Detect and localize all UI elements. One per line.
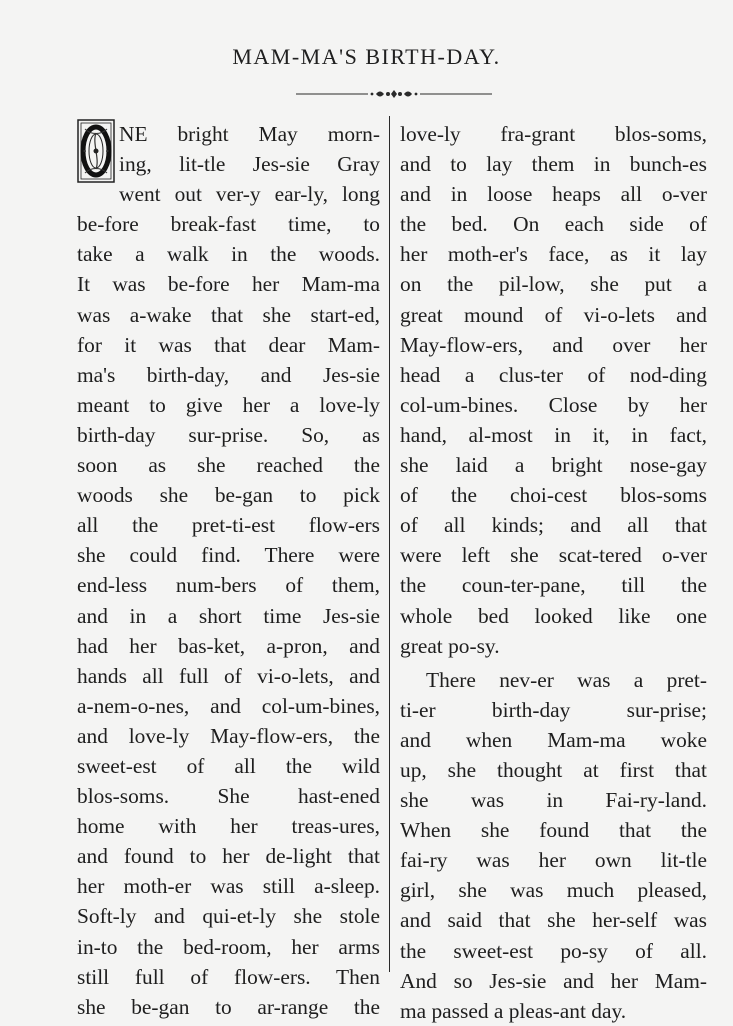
text-line: and said that she her-self was [400, 908, 707, 933]
decorative-dropcap-icon [77, 119, 115, 183]
column-divider [389, 116, 390, 972]
text-line: and in a short time Jes-sie [77, 603, 380, 628]
left-column [77, 119, 380, 1022]
page-title: MAM-MA'S BIRTH-DAY. [232, 44, 501, 69]
text-line: And so Jes-sie and her Mam- [400, 968, 707, 993]
text-line: ing, lit-tle Jes-sie Gray [119, 152, 380, 177]
dropcap-letter [77, 119, 115, 183]
text-line: the coun-ter-pane, till the [400, 573, 707, 598]
text-line: was a-wake that she start-ed, [77, 302, 380, 327]
ornament-divider-icon [296, 87, 492, 101]
text-line: fai-ry was her own lit-tle [400, 848, 707, 873]
text-line: and to lay them in bunch-es [400, 152, 707, 177]
text-line: a-nem-o-nes, and col-um-bines, [77, 693, 380, 718]
text-line: NE bright May morn- [119, 122, 380, 146]
text-line: and in loose heaps all o-ver [400, 182, 707, 207]
text-line: blos-soms. She hast-ened [77, 784, 380, 809]
text-line: and when Mam-ma woke [400, 727, 707, 752]
text-line: she could find. There were [77, 543, 380, 568]
text-line: col-um-bines. Close by her [400, 392, 707, 417]
text-line: love-ly fra-grant blos-soms, [400, 122, 707, 146]
text-line: home with her treas-ures, [77, 814, 380, 839]
text-line: on the pil-low, she put a [400, 272, 707, 297]
text-line: and found to her de-light that [77, 844, 380, 869]
text-line: in-to the bed-room, her arms [77, 934, 380, 959]
text-line: the sweet-est po-sy of all. [400, 938, 707, 963]
text-line: great po-sy. [400, 633, 500, 658]
text-line: great mound of vi-o-lets and [400, 302, 707, 327]
text-line: take a walk in the woods. [77, 242, 380, 267]
text-line: soon as she reached the [77, 453, 380, 478]
text-line: It was be-fore her Mam-ma [77, 272, 380, 297]
text-line: went out ver-y ear-ly, long [119, 182, 380, 207]
text-line: birth-day sur-prise. So, as [77, 422, 380, 447]
text-line: for it was that dear Mam- [77, 332, 380, 357]
text-line: the bed. On each side of [400, 212, 707, 237]
text-line: sweet-est of all the wild [77, 753, 380, 778]
text-line: she laid a bright nose-gay [400, 453, 707, 478]
text-line: hand, al-most in it, in fact, [400, 422, 707, 447]
text-line: of all kinds; and all that [400, 513, 707, 538]
text-line: had her bas-ket, a-pron, and [77, 633, 380, 658]
text-line: Soft-ly and qui-et-ly she stole [77, 904, 380, 929]
text-line: whole bed looked like one [400, 603, 707, 628]
text-line: be-fore break-fast time, to [77, 212, 380, 237]
text-line: There nev-er was a pret- [426, 667, 707, 692]
text-line: and love-ly May-flow-ers, the [77, 723, 380, 748]
text-line: girl, she was much pleased, [400, 878, 707, 903]
text-line: meant to give her a love-ly [77, 392, 380, 417]
text-line: hands all full of vi-o-lets, and [77, 663, 380, 688]
text-line: May-flow-ers, and over her [400, 332, 707, 357]
text-line: all the pret-ti-est flow-ers [77, 513, 380, 538]
text-line: her moth-er was still a-sleep. [77, 874, 380, 899]
text-line: up, she thought at first that [400, 757, 707, 782]
text-line: were left she scat-tered o-ver [400, 543, 707, 568]
text-line: head a clus-ter of nod-ding [400, 362, 707, 387]
text-line: still full of flow-ers. Then [77, 964, 380, 989]
text-line: she be-gan to ar-range the [77, 994, 380, 1019]
text-line: she was in Fai-ry-land. [400, 788, 707, 813]
text-line: When she found that the [400, 818, 707, 843]
text-line: her moth-er's face, as it lay [400, 242, 707, 267]
right-column [400, 119, 707, 1026]
text-line: woods she be-gan to pick [77, 483, 380, 508]
text-line: end-less num-bers of them, [77, 573, 380, 598]
text-line: of the choi-cest blos-soms [400, 483, 707, 508]
text-line: ti-er birth-day sur-prise; [400, 697, 707, 722]
text-line: ma's birth-day, and Jes-sie [77, 362, 380, 387]
text-line: ma passed a pleas-ant day. [400, 998, 627, 1023]
